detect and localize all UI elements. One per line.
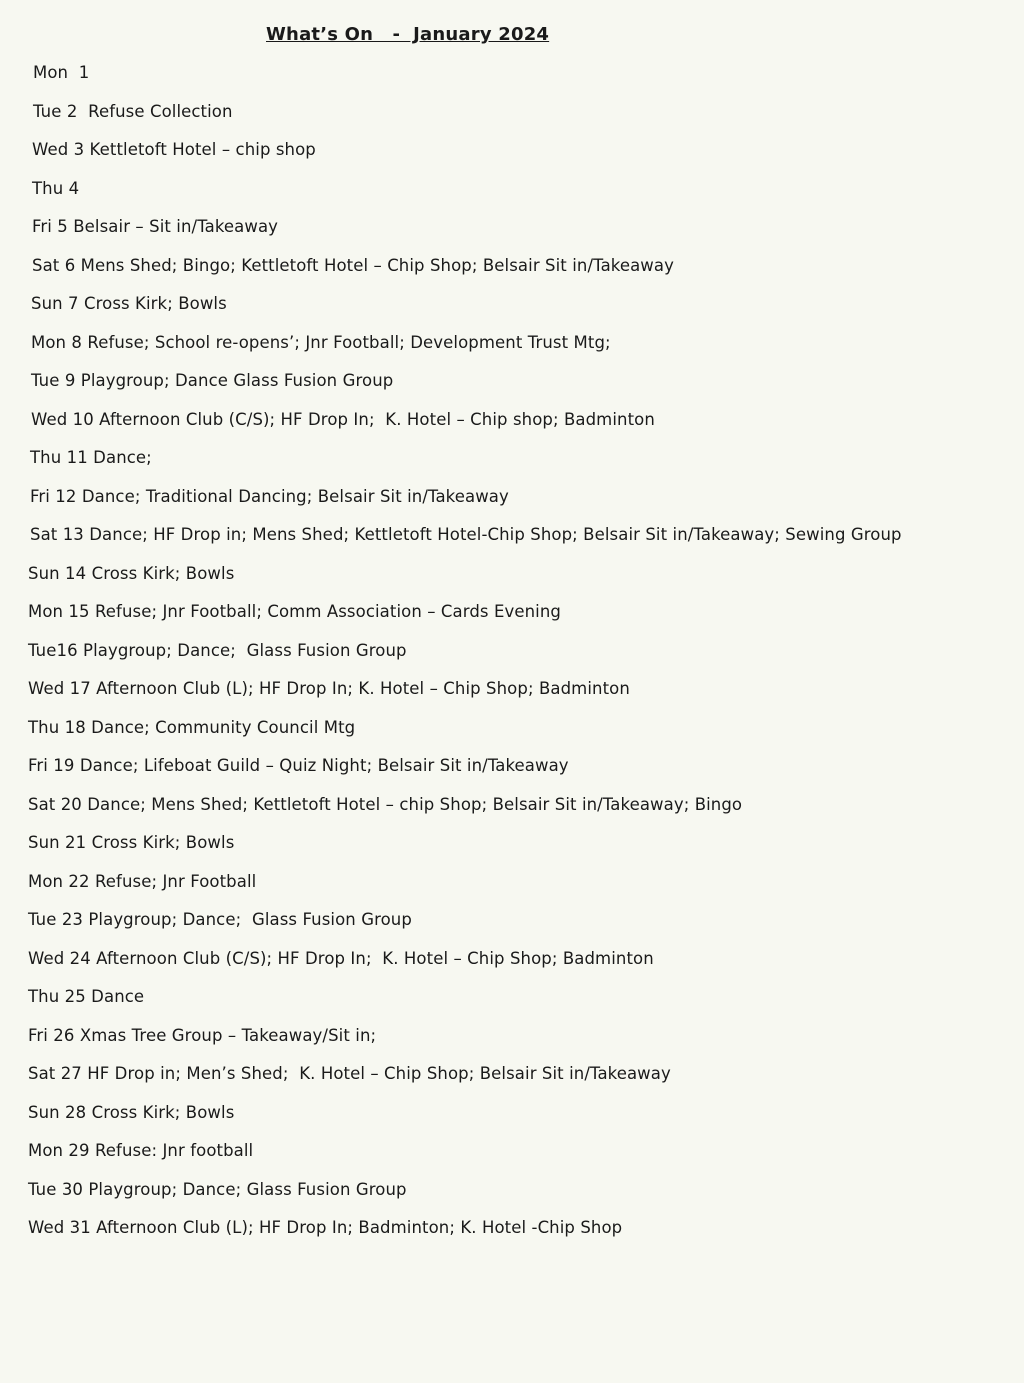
event-entry-jan-17: Wed 17 Afternoon Club (L); HF Drop In; K. Hotel – Chip Shop; Badminton xyxy=(28,679,630,698)
event-entry-jan-1: Mon 1 xyxy=(33,63,90,82)
event-entry-jan-24: Wed 24 Afternoon Club (C/S); HF Drop In; K. Hotel – Chip Shop; Badminton xyxy=(28,948,654,968)
event-entry-jan-29: Mon 29 Refuse: Jnr football xyxy=(28,1141,254,1160)
event-entry-jan-23: Tue 23 Playgroup; Dance; Glass Fusion Group xyxy=(28,910,412,929)
event-entry-jan-18: Thu 18 Dance; Community Council Mtg xyxy=(28,717,356,737)
event-entry-jan-3: Wed 3 Kettletoft Hotel – chip shop xyxy=(32,140,316,159)
event-entry-jan-22: Mon 22 Refuse; Jnr Football xyxy=(28,871,257,891)
event-entry-jan-11: Thu 11 Dance; xyxy=(30,448,152,467)
event-entry-jan-30: Tue 30 Playgroup; Dance; Glass Fusion Group xyxy=(28,1179,407,1199)
event-entry-jan-12: Fri 12 Dance; Traditional Dancing; Belsair Sit in/Takeaway xyxy=(30,486,509,506)
event-entry-jan-20: Sat 20 Dance; Mens Shed; Kettletoft Hotel – chip Shop; Belsair Sit in/Takeaway; Bingo xyxy=(28,794,743,814)
event-entry-jan-2: Tue 2 Refuse Collection xyxy=(33,101,233,121)
event-list xyxy=(28,60,902,1254)
event-entry-jan-16: Tue16 Playgroup; Dance; Glass Fusion Group xyxy=(28,640,407,660)
event-entry-jan-8: Mon 8 Refuse; School re-opens’; Jnr Football; Development Trust Mtg; xyxy=(31,332,611,352)
event-entry-jan-5: Fri 5 Belsair – Sit in/Takeaway xyxy=(32,217,279,236)
event-entry-jan-4: Thu 4 xyxy=(32,178,80,198)
event-entry-jan-21: Sun 21 Cross Kirk; Bowls xyxy=(28,833,235,852)
event-entry-jan-9: Tue 9 Playgroup; Dance Glass Fusion Group xyxy=(31,371,394,390)
event-entry-jan-13: Sat 13 Dance; HF Drop in; Mens Shed; Kettletoft Hotel-Chip Shop; Belsair Sit in/Takeaway; Sewing Group xyxy=(30,525,902,544)
event-entry-jan-27: Sat 27 HF Drop in; Men’s Shed; K. Hotel – Chip Shop; Belsair Sit in/Takeaway xyxy=(28,1064,671,1083)
event-entry-jan-7: Sun 7 Cross Kirk; Bowls xyxy=(31,294,227,313)
event-entry-jan-26: Fri 26 Xmas Tree Group – Takeaway/Sit in; xyxy=(28,1025,377,1045)
event-entry-jan-10: Wed 10 Afternoon Club (C/S); HF Drop In; K. Hotel – Chip shop; Badminton xyxy=(31,409,655,429)
event-entry-jan-15: Mon 15 Refuse; Jnr Football; Comm Association – Cards Evening xyxy=(28,602,561,621)
event-entry-jan-19: Fri 19 Dance; Lifeboat Guild – Quiz Night; Belsair Sit in/Takeaway xyxy=(28,756,569,775)
event-entry-jan-6: Sat 6 Mens Shed; Bingo; Kettletoft Hotel – Chip Shop; Belsair Sit in/Takeaway xyxy=(32,255,674,275)
event-entry-jan-25: Thu 25 Dance xyxy=(28,987,145,1006)
event-entry-jan-14: Sun 14 Cross Kirk; Bowls xyxy=(28,563,235,583)
page-title: What’s On - January 2024 xyxy=(266,24,550,45)
event-entry-jan-31: Wed 31 Afternoon Club (L); HF Drop In; Badminton; K. Hotel -Chip Shop xyxy=(28,1218,623,1237)
event-entry-jan-28: Sun 28 Cross Kirk; Bowls xyxy=(28,1102,235,1122)
